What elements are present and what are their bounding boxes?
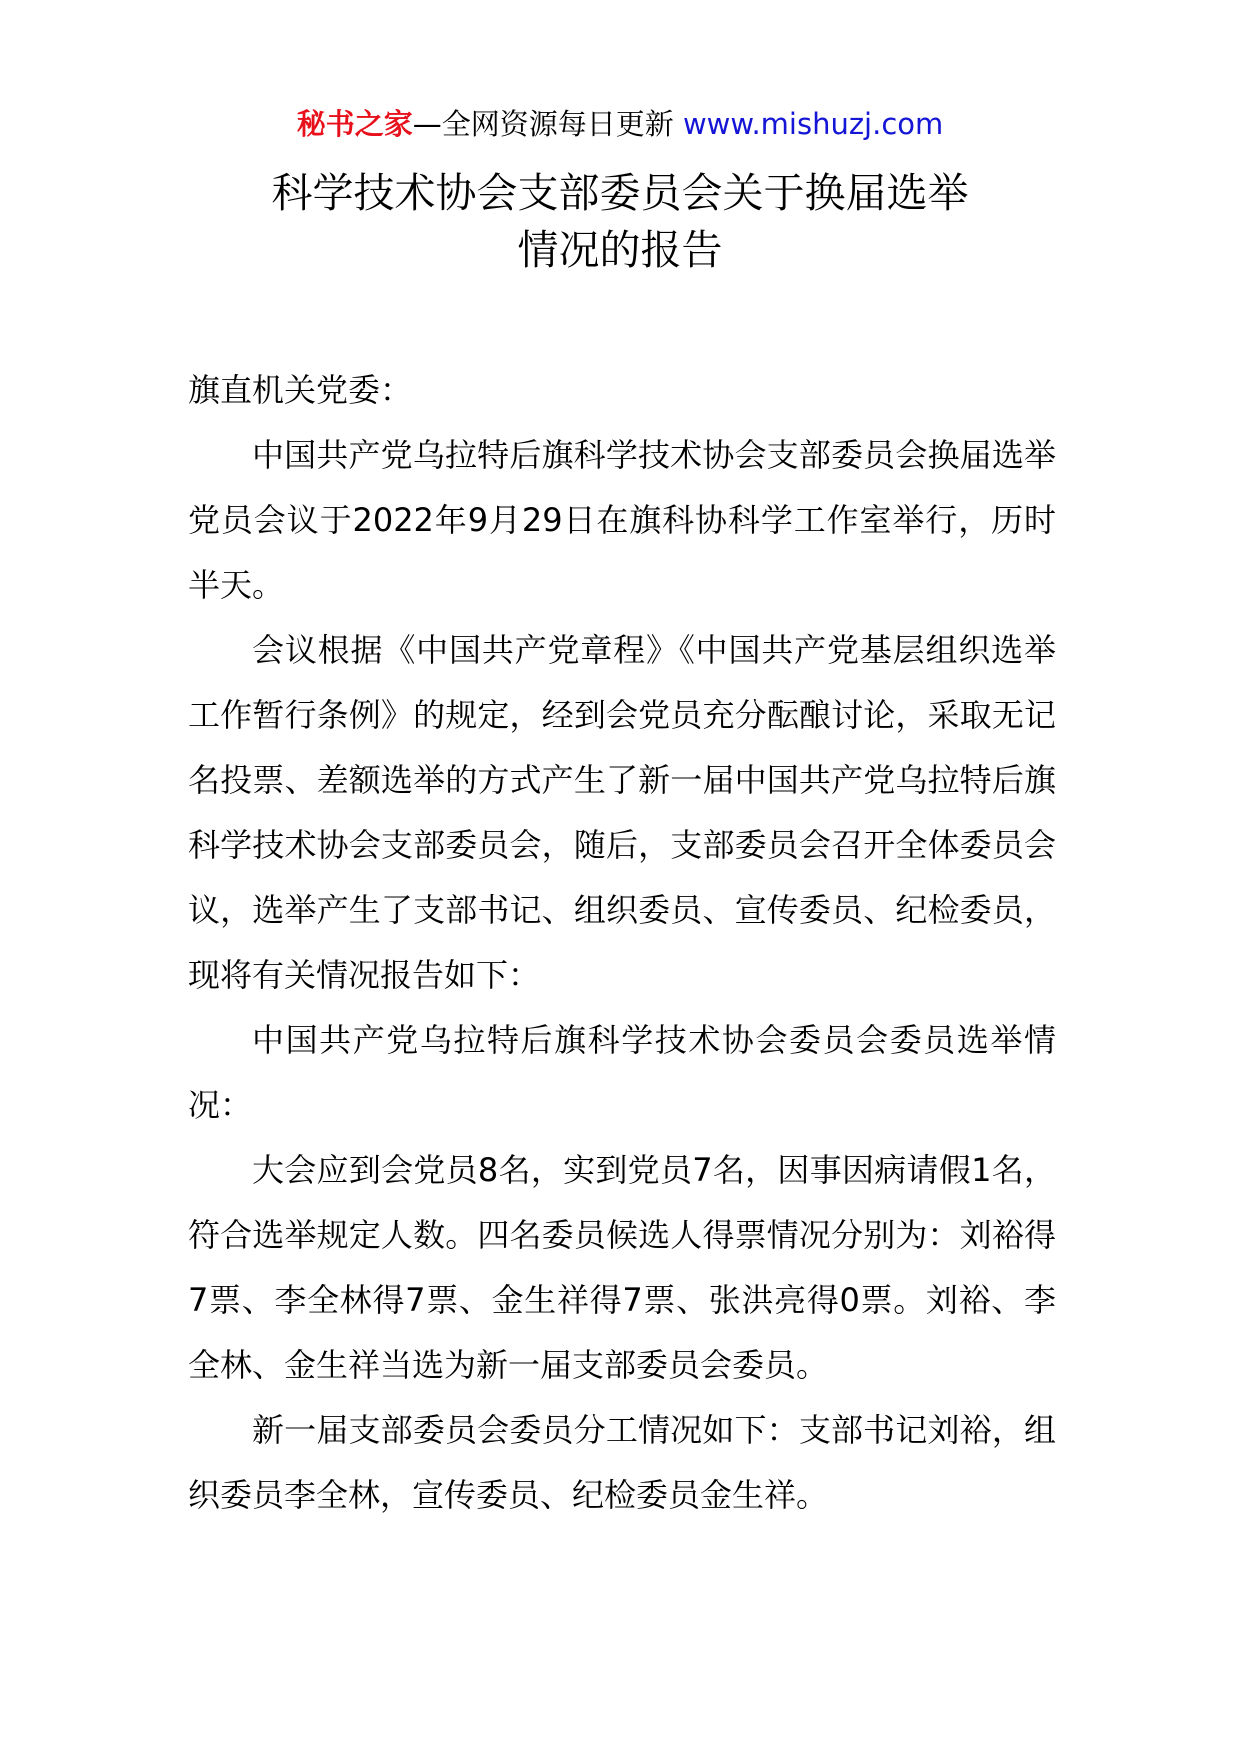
- paragraph-role-assignment: 新一届支部委员会委员分工情况如下：支部书记刘裕，组织委员李全林，宣传委员、纪检委员金生祥。: [188, 1411, 1056, 1514]
- site-header: [0, 104, 1240, 144]
- paragraph-election-basis: 会议根据《中国共产党章程》《中国共产党基层组织选举工作暂行条例》的规定，经到会党员充分酝酿讨论，采取无记名投票、差额选举的方式产生了新一届中国共产党乌拉特后旗科学技术协会支部委员会，随后，支部委员会召开全体委员会议，选举产生了支部书记、组织委员、宣传委员、纪检委员，现将有关情况报告如下：: [188, 631, 1056, 994]
- site-url-link[interactable]: www.mishuzj.com: [682, 107, 944, 141]
- paragraph-committee-heading: 中国共产党乌拉特后旗科学技术协会委员会委员选举情况：: [188, 1021, 1056, 1124]
- paragraph-meeting-info: 中国共产党乌拉特后旗科学技术协会支部委员会换届选举党员会议于2022年9月29日在旗科协科学工作室举行，历时半天。: [188, 436, 1056, 604]
- salutation: 旗直机关党委：: [188, 371, 413, 409]
- document-body: [188, 358, 1056, 1528]
- document-title: [0, 165, 1240, 279]
- site-slogan: —全网资源每日更新: [412, 107, 674, 141]
- title-line-1: 科学技术协会支部委员会关于换届选举: [271, 169, 969, 217]
- title-line-2: 情况的报告: [517, 226, 723, 274]
- site-brand: 秘书之家: [296, 107, 413, 141]
- paragraph-vote-results: 大会应到会党员8名，实到党员7名，因事因病请假1名，符合选举规定人数。四名委员候选人得票情况分别为：刘裕得7票、李全林得7票、金生祥得7票、张洪亮得0票。刘裕、李全林、金生祥当选为新一届支部委员会委员。: [188, 1151, 1056, 1384]
